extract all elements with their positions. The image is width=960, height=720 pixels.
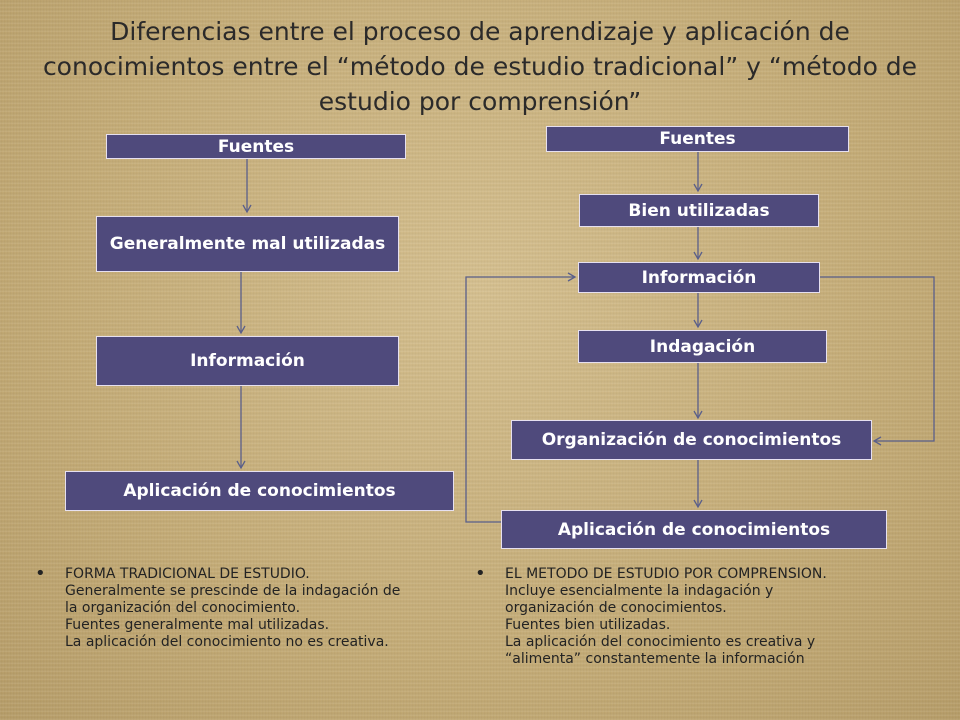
- left-notes-line-4: Fuentes generalmente mal utilizadas.: [65, 617, 330, 633]
- right-fuentes-box: [546, 126, 849, 152]
- right-indagacion-label: Indagación: [649, 336, 756, 357]
- left-notes-line-2: Generalmente se prescinde de la indagación de: [65, 583, 401, 599]
- right-bien-utilizadas-label: Bien utilizadas: [628, 200, 770, 221]
- right-indagacion-box: [578, 330, 827, 363]
- left-notes-line-1: FORMA TRADICIONAL DE ESTUDIO.: [65, 566, 310, 582]
- arrow-informacion-to-organizacion: [820, 277, 934, 441]
- right-notes-line-2: Incluye esencialmente la indagación y: [505, 583, 774, 599]
- title-line-1: Diferencias entre el proceso de aprendizaje y aplicación de: [110, 17, 850, 46]
- right-aplicacion-label: Aplicación de conocimientos: [557, 519, 831, 540]
- left-aplicacion-label: Aplicación de conocimientos: [123, 481, 396, 501]
- right-bien-utilizadas-box: [579, 194, 819, 227]
- left-fuentes-box: [106, 134, 406, 159]
- right-informacion-box: [578, 262, 820, 293]
- right-notes-line-1: EL METODO DE ESTUDIO POR COMPRENSION.: [505, 566, 827, 582]
- left-mal-utilizadas-label: Generalmente mal utilizadas: [109, 234, 386, 254]
- left-notes-bullet: •: [35, 563, 46, 584]
- right-notes-line-4: Fuentes bien utilizadas.: [505, 617, 671, 633]
- left-notes: [35, 563, 401, 651]
- left-informacion-box: [96, 336, 399, 386]
- right-fuentes-label: Fuentes: [659, 129, 736, 149]
- title-line-2: conocimientos entre el “método de estudio tradicional” y “método de: [42, 52, 918, 81]
- right-notes: [475, 563, 827, 668]
- right-notes-bullet: •: [475, 563, 486, 584]
- right-notes-line-3: organización de conocimientos.: [505, 600, 727, 616]
- page-title: [40, 14, 920, 119]
- right-aplicacion-box: [501, 510, 887, 549]
- title-line-3: estudio por comprensión”: [318, 87, 642, 116]
- left-informacion-label: Información: [190, 351, 305, 371]
- right-organizacion-box: [511, 420, 872, 460]
- left-aplicacion-box: [65, 471, 454, 511]
- right-notes-line-6: “alimenta” constantemente la información: [505, 651, 805, 667]
- left-mal-utilizadas-box: [96, 216, 399, 272]
- right-notes-line-5: La aplicación del conocimiento es creativa y: [505, 634, 816, 650]
- right-organizacion-label: Organización de conocimientos: [541, 430, 842, 450]
- left-fuentes-label: Fuentes: [217, 136, 295, 157]
- arrow-feedback-aplicacion-to-informacion: [466, 277, 575, 522]
- right-informacion-label: Información: [641, 267, 757, 288]
- left-notes-line-5: La aplicación del conocimiento no es creativa.: [65, 634, 389, 650]
- left-notes-line-3: la organización del conocimiento.: [65, 600, 301, 616]
